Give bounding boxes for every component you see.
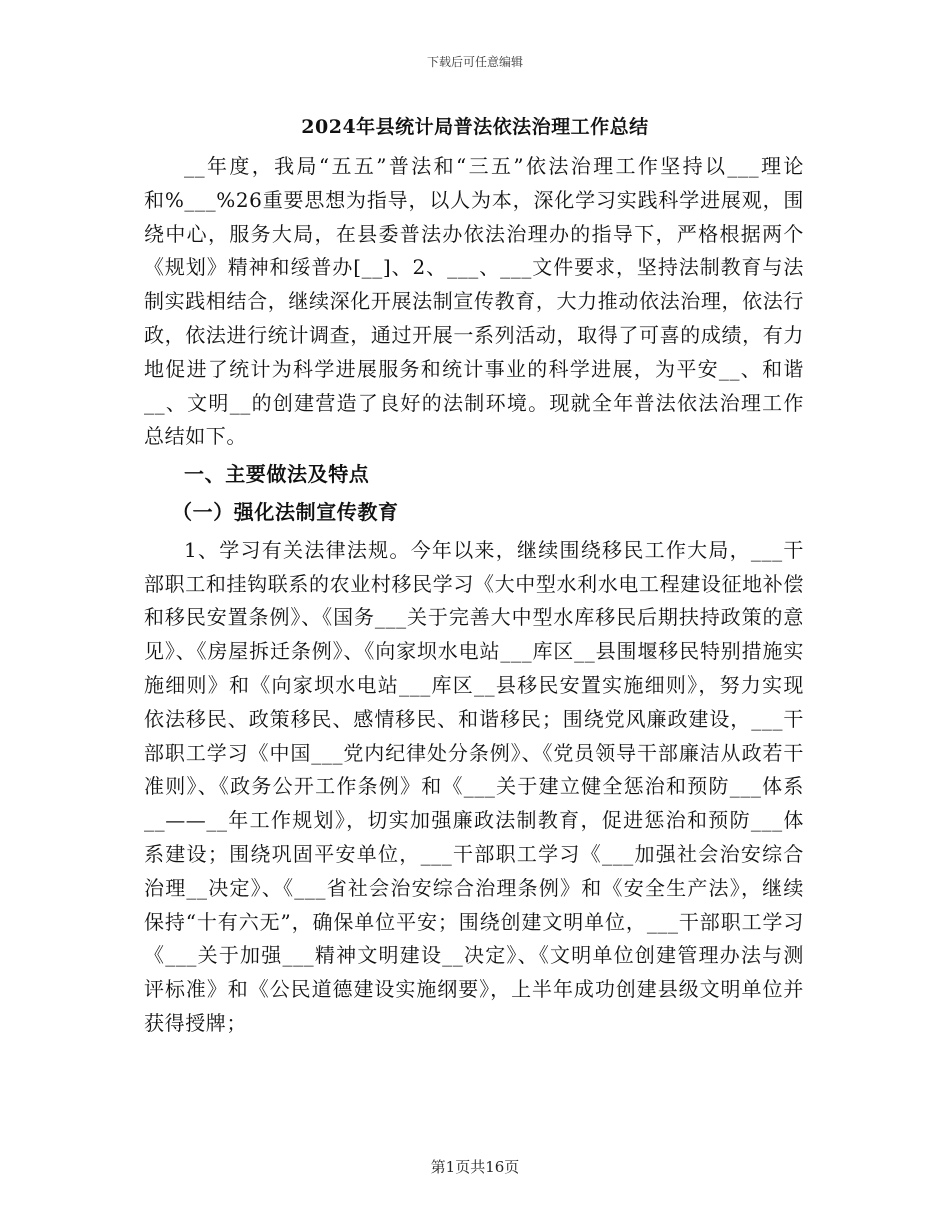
document-body	[144, 150, 804, 1041]
intro-paragraph: __年度，我局“五五”普法和“三五”依法治理工作坚持以___理论和%___%26重要思想为指导，以人为本，深化学习实践科学进展观，围绕中心，服务大局，在县委普法办依法治理办的指导下，严格根据两个《规划》精神和绥普办[__]、2、___、___文件要求，坚持法制教育与法制实践相结合，继续深化开展法制宣传教育，大力推动依法治理，依法行政，依法进行统计调查，通过开展一系列活动，取得了可喜的成绩，有力地促进了统计为科学进展服务和统计事业的科学进展，为平安__、和谐__、文明__的创建营造了良好的法制环境。现就全年普法依法治理工作总结如下。	[144, 154, 804, 449]
page-footer: 第1页共16页	[430, 1158, 520, 1176]
section-heading: 一、主要做法及特点	[184, 462, 370, 487]
item-paragraph: 1、学习有关法律法规。今年以来，继续围绕移民工作大局，___干部职工和挂钩联系的农业村移民学习《大中型水利水电工程建设征地补偿和移民安置条例》、《国务___关于完善大中型水库移民后期扶持政策的意见》、《房屋拆迁条例》、《向家坝水电站___库区__县围堰移民特别措施实施细则》和《向家坝水电站___库区__县移民安置实施细则》，努力实现依法移民、政策移民、感情移民、和谐移民；围绕党风廉政建设，___干部职工学习《中国___党内纪律处分条例》、《党员领导干部廉洁从政若干准则》、《政务公开工作条例》和《___关于建立健全惩治和预防___体系__——__年工作规划》，切实加强廉政法制教育，促进惩治和预防___体系建设；围绕巩固平安单位，___干部职工学习《___加强社会治安综合治理__决定》、《___省社会治安综合治理条例》和《安全生产法》，继续保持“十有六无”，确保单位平安；围绕创建文明单位，___干部职工学习《___关于加强___精神文明建设__决定》、《文明单位创建管理办法与测评标准》和《公民道德建设实施纲要》，上半年成功创建县级文明单位并获得授牌；	[144, 537, 804, 1035]
header-note: 下载后可任意编辑	[426, 55, 523, 69]
subsection-heading: （一）强化法制宣传教育	[172, 499, 399, 524]
document-title: 2024年县统计局普法依法治理工作总结	[301, 116, 649, 138]
